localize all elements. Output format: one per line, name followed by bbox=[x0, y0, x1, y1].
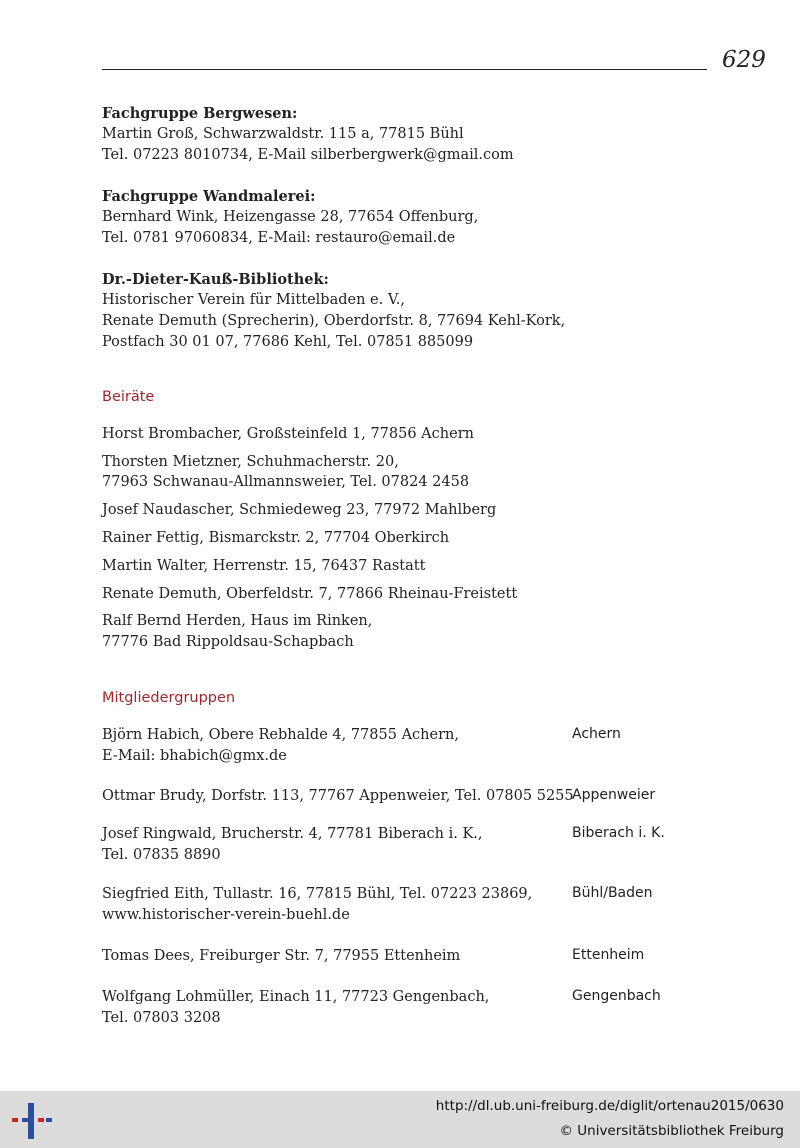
footer-bar bbox=[0, 1091, 800, 1148]
mitglied-line: Tomas Dees, Freiburger Str. 7, 77955 Ettenheim bbox=[102, 948, 461, 964]
address-line: Postfach 30 01 07, 77686 Kehl, Tel. 07851 885099 bbox=[102, 334, 474, 350]
footer-copyright: © Universitätsbibliothek Freiburg bbox=[559, 1123, 784, 1139]
mitglied-line: Wolfgang Lohmüller, Einach 11, 77723 Gengenbach, bbox=[102, 989, 490, 1005]
mitglied-line: E-Mail: bhabich@gmx.de bbox=[102, 748, 287, 764]
beirat-line: 77963 Schwanau-Allmannsweier, Tel. 07824 2458 bbox=[102, 474, 470, 490]
ub-freiburg-logo-icon bbox=[12, 1099, 52, 1141]
bibliothek bbox=[102, 269, 565, 353]
section-heading-beiraete: Beiräte bbox=[102, 389, 155, 405]
beirat-line: Josef Naudascher, Schmiedeweg 23, 77972 Mahlberg bbox=[102, 502, 497, 518]
address-line: Tel. 0781 97060834, E-Mail: restauro@email.de bbox=[102, 230, 456, 246]
section-heading-mitgliedergruppen: Mitgliedergruppen bbox=[102, 690, 236, 706]
mitglied-location: Biberach i. K. bbox=[572, 825, 665, 841]
fachgruppe-wandmalerei bbox=[102, 186, 478, 249]
mitglied-line: Ottmar Brudy, Dorfstr. 113, 77767 Appenweier, Tel. 07805 5255 bbox=[102, 788, 574, 804]
mitglied-location: Gengenbach bbox=[572, 988, 661, 1004]
mitglied-location: Appenweier bbox=[572, 787, 656, 803]
mitglied-location: Achern bbox=[572, 726, 621, 742]
beirat-line: Rainer Fettig, Bismarckstr. 2, 77704 Oberkirch bbox=[102, 530, 450, 546]
beirat-line: Ralf Bernd Herden, Haus im Rinken, bbox=[102, 613, 373, 629]
address-line: Tel. 07223 8010734, E-Mail silberbergwerk@gmail.com bbox=[102, 147, 514, 163]
mitglied-line: www.historischer-verein-buehl.de bbox=[102, 907, 350, 923]
mitglied-location: Bühl/Baden bbox=[572, 885, 653, 901]
header-rule bbox=[102, 69, 707, 70]
beirat-line: Horst Brombacher, Großsteinfeld 1, 77856 Achern bbox=[102, 426, 474, 442]
address-line: Renate Demuth (Sprecherin), Oberdorfstr. 8, 77694 Kehl-Kork, bbox=[102, 313, 566, 329]
mitglied-line: Josef Ringwald, Brucherstr. 4, 77781 Biberach i. K., bbox=[102, 826, 483, 842]
beirat-line: Thorsten Mietzner, Schuhmacherstr. 20, bbox=[102, 454, 399, 470]
address-line: Martin Groß, Schwarzwaldstr. 115 a, 77815 Bühl bbox=[102, 126, 464, 142]
beirat-line: 77776 Bad Rippoldsau-Schapbach bbox=[102, 634, 354, 650]
footer-url-link[interactable]: http://dl.ub.uni-freiburg.de/diglit/ortenau2015/0630 bbox=[435, 1098, 784, 1114]
fachgruppe-title: Fachgruppe Wandmalerei: bbox=[102, 188, 316, 205]
mitglied-line: Tel. 07803 3208 bbox=[102, 1010, 221, 1026]
fachgruppe-bergwesen bbox=[102, 103, 514, 166]
address-line: Historischer Verein für Mittelbaden e. V., bbox=[102, 292, 405, 308]
address-line: Bernhard Wink, Heizengasse 28, 77654 Offenburg, bbox=[102, 209, 479, 225]
mitglied-line: Siegfried Eith, Tullastr. 16, 77815 Bühl, Tel. 07223 23869, bbox=[102, 886, 533, 902]
beirat-line: Renate Demuth, Oberfeldstr. 7, 77866 Rheinau-Freistett bbox=[102, 586, 518, 602]
beirat-line: Martin Walter, Herrenstr. 15, 76437 Rastatt bbox=[102, 558, 426, 574]
mitglied-line: Tel. 07835 8890 bbox=[102, 847, 221, 863]
fachgruppe-title: Fachgruppe Bergwesen: bbox=[102, 105, 298, 122]
mitglied-location: Ettenheim bbox=[572, 947, 645, 963]
page-number: 629 bbox=[722, 47, 766, 73]
fachgruppe-title: Dr.-Dieter-Kauß-Bibliothek: bbox=[102, 271, 329, 288]
mitglied-line: Björn Habich, Obere Rebhalde 4, 77855 Achern, bbox=[102, 727, 459, 743]
